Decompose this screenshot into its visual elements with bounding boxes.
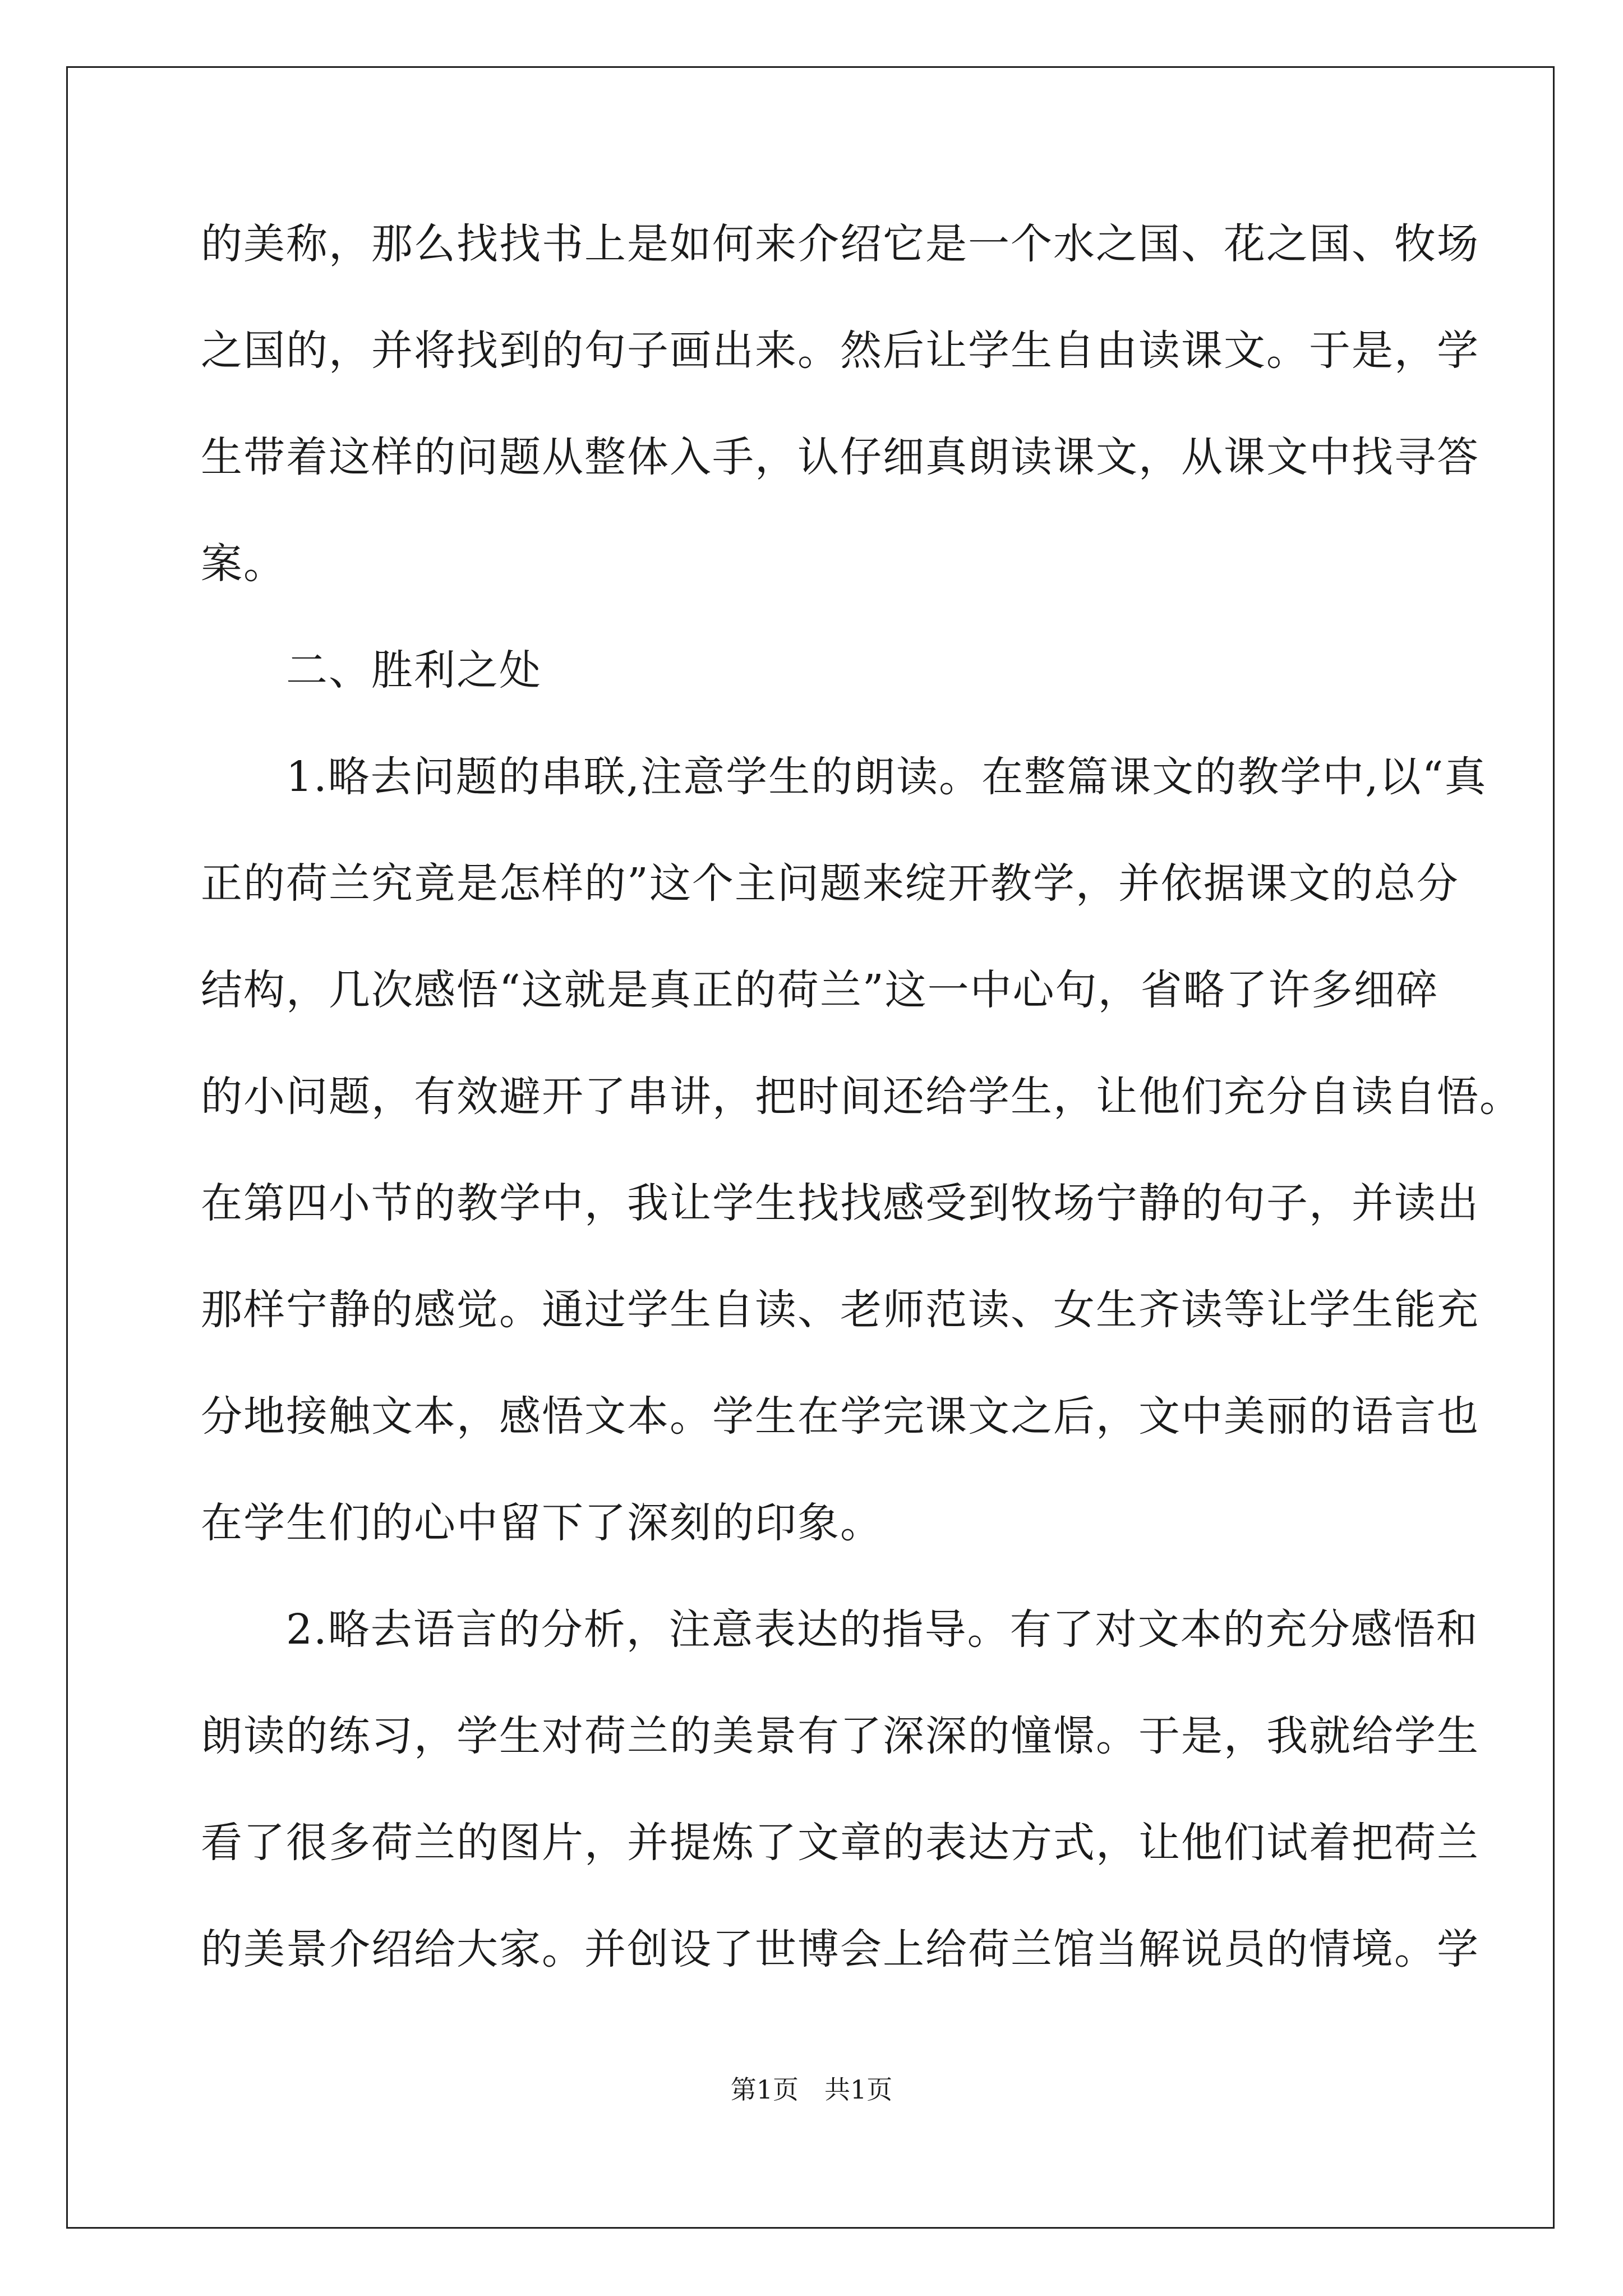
text-line: 看了很多荷兰的图片，并提炼了文章的表达方式，让他们试着把荷兰 (201, 1819, 1479, 1867)
text-line: 那样宁静的感觉。通过学生自读、老师范读、女生齐读等让学生能充 (201, 1286, 1479, 1334)
text-line: 1.略去问题的串联,注意学生的朗读。在整篇课文的教学中,以“真 (201, 753, 1487, 801)
text-line: 的美称，那么找找书上是如何来介绍它是一个水之国、花之国、牧场 (201, 220, 1479, 268)
text-line: 在学生们的心中留下了深刻的印象。 (201, 1499, 883, 1547)
text-line: 2.略去语言的分析，注意表达的指导。有了对文本的充分感悟和 (201, 1605, 1479, 1654)
text-line: 正的荷兰究竟是怎样的”这个主问题来绽开教学，并依据课文的总分 (201, 859, 1459, 908)
text-line: 的美景介绍给大家。并创设了世博会上给荷兰馆当解说员的情境。学 (201, 1925, 1479, 1973)
text-line: 案。 (201, 540, 286, 588)
text-line: 结构，几次感悟“这就是真正的荷兰”这一中心句，省略了许多细碎 (201, 966, 1439, 1014)
text-line: 之国的，并将找到的句子画出来。然后让学生自由读课文。于是，学 (201, 326, 1479, 375)
section-heading: 二、胜利之处 (201, 646, 542, 694)
text-line: 分地接触文本，感悟文本。学生在学完课文之后，文中美丽的语言也 (201, 1392, 1479, 1441)
body-text (201, 213, 1522, 2025)
text-line: 在第四小节的教学中，我让学生找找感受到牧场宁静的句子，并读出 (201, 1179, 1479, 1227)
text-line: 生带着这样的问题从整体入手，认仔细真朗读课文，从课文中找寻答 (201, 433, 1479, 481)
page-footer: 第1页 共1页 (730, 2074, 893, 2105)
text-line: 朗读的练习，学生对荷兰的美景有了深深的憧憬。于是，我就给学生 (201, 1712, 1479, 1760)
text-line: 的小问题，有效避开了串讲，把时间还给学生，让他们充分自读自悟。 (201, 1073, 1522, 1121)
